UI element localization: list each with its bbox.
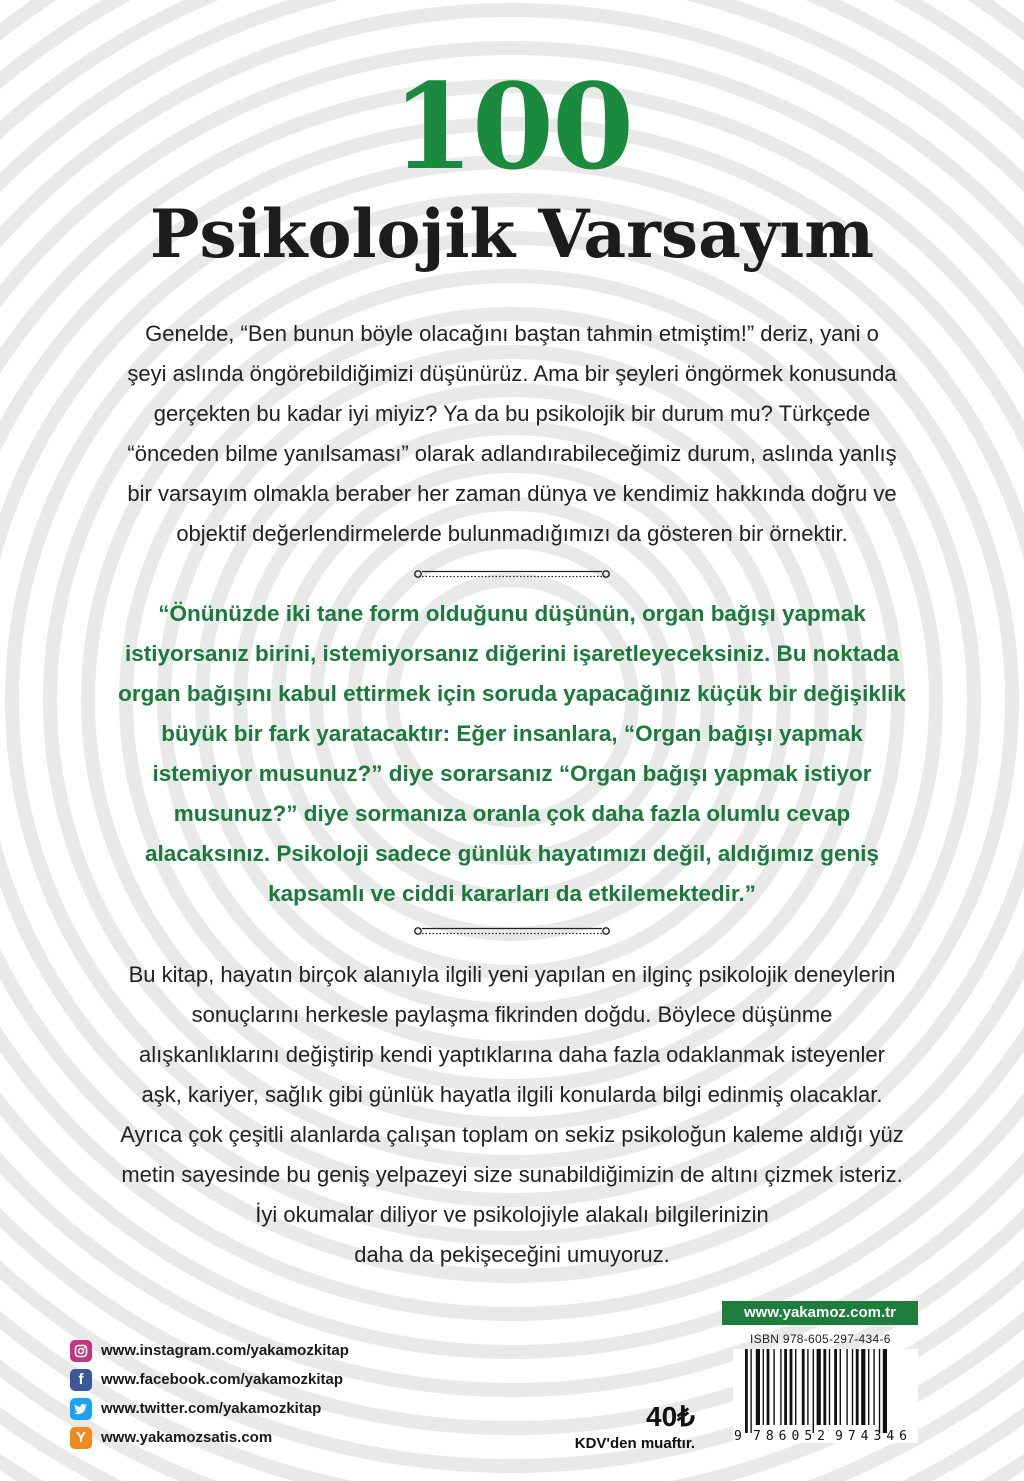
text-line: metin sayesinde bu geniş yelpazeyi size sunabildiğimizin de altını çizmek isteriz.	[121, 1162, 903, 1187]
text-line: alacaksınız. Psikoloji sadece günlük hayatımızı değil, aldığımız geniş	[145, 841, 879, 866]
yakamoz-icon: Y	[70, 1427, 92, 1449]
price-block	[560, 1400, 695, 1454]
barcode-digit-group: 9	[734, 1429, 742, 1443]
text-line: “önceden bilme yanılsaması” olarak adlandırabileceğimiz durum, aslında yanlış	[127, 441, 897, 466]
social-links	[70, 1336, 349, 1452]
barcode-digit-group: 786052	[753, 1429, 825, 1443]
text-line: “Önünüzde iki tane form olduğunu düşünün, organ bağışı yapmak	[158, 601, 866, 626]
text-line: objektif değerlendirmelerde bulunmadığımızı da gösteren bir örnektir.	[176, 521, 848, 546]
ornament-divider	[412, 924, 612, 938]
text-line: daha da pekişeceğini umuyoruz.	[354, 1242, 670, 1267]
tax-note: KDV'den muaftır.	[574, 1435, 695, 1452]
instagram-icon	[70, 1340, 92, 1362]
text-line: büyük bir fark yaratacaktır: Eğer insanlara, “Organ bağışı yapmak	[161, 721, 863, 746]
text-line: organ bağışını kabul ettirmek için soruda yapacağınız küçük bir değişiklik	[118, 681, 906, 706]
text-line: Bu kitap, hayatın birçok alanıyla ilgili yeni yapılan en ilginç psikolojik deneylerin	[128, 962, 896, 987]
text-line: şeyi aslında öngörebildiğimizi düşünürüz. Ama bir şeyleri öngörmek konusunda	[127, 361, 897, 386]
social-link-text: www.yakamozsatis.com	[101, 1429, 273, 1446]
text-line: musunuz?” diye sormanıza oranla çok daha fazla olumlu cevap	[173, 801, 851, 826]
text-line: alışkanlıklarını değiştirip kendi yaptıklarına daha fazla odaklanmak isteyenler	[139, 1042, 885, 1067]
isbn-barcode	[733, 1349, 918, 1443]
facebook-icon: f	[70, 1369, 92, 1391]
text-line: istiyorsanız birini, istemiyorsanız diğerini işaretleyeceksiniz. Bu noktada	[124, 641, 899, 666]
twitter-icon	[70, 1398, 92, 1420]
book-title: Psikolojik Varsayım	[149, 195, 875, 273]
social-item-twitter[interactable]	[70, 1394, 349, 1423]
social-item-yakamoz[interactable]	[70, 1423, 349, 1452]
isbn-label: ISBN 978-605-297-434-6	[750, 1332, 891, 1346]
highlight-quote	[80, 594, 944, 914]
publisher-website[interactable]: www.yakamoz.com.tr	[722, 1301, 918, 1325]
text-line: aşk, kariyer, sağlık gibi günlük hayatla ilgili konularda bilgi edinmiş olacaklar.	[141, 1082, 883, 1107]
social-item-instagram[interactable]	[70, 1336, 349, 1365]
closing-paragraph	[80, 955, 944, 1275]
barcode-digit-group: 974346	[835, 1429, 907, 1443]
title-number: 100	[391, 57, 633, 196]
price-amount: 40₺	[646, 1401, 695, 1432]
text-line: Ayrıca çok çeşitli alanlarda çalışan toplam on sekiz psikoloğun kaleme aldığı yüz	[120, 1122, 904, 1147]
text-line: istemiyor musunuz?” diye sorarsanız “Organ bağışı yapmak istiyor	[152, 761, 872, 786]
text-line: bir varsayım olmakla beraber her zaman dünya ve kendimiz hakkında doğru ve	[127, 481, 897, 506]
ornament-divider	[412, 567, 612, 581]
text-line: İyi okumalar diliyor ve psikolojiyle alakalı bilgilerinizin	[255, 1202, 769, 1227]
text-line: Genelde, “Ben bunun böyle olacağını baştan tahmin etmiştim!” deriz, yani o	[145, 321, 879, 346]
intro-paragraph	[80, 314, 944, 554]
social-item-facebook[interactable]	[70, 1365, 349, 1394]
social-link-text: www.instagram.com/yakamozkitap	[101, 1342, 349, 1359]
social-link-text: www.twitter.com/yakamozkitap	[101, 1400, 322, 1417]
text-line: sonuçlarını herkesle paylaşma fikrinden doğdu. Böylece düşünme	[191, 1002, 833, 1027]
text-line: gerçekten bu kadar iyi miyiz? Ya da bu psikolojik bir durum mu? Türkçede	[153, 401, 871, 426]
text-line: kapsamlı ve ciddi kararları da etkilemektedir.”	[268, 881, 756, 906]
social-link-text: www.facebook.com/yakamozkitap	[101, 1371, 344, 1388]
